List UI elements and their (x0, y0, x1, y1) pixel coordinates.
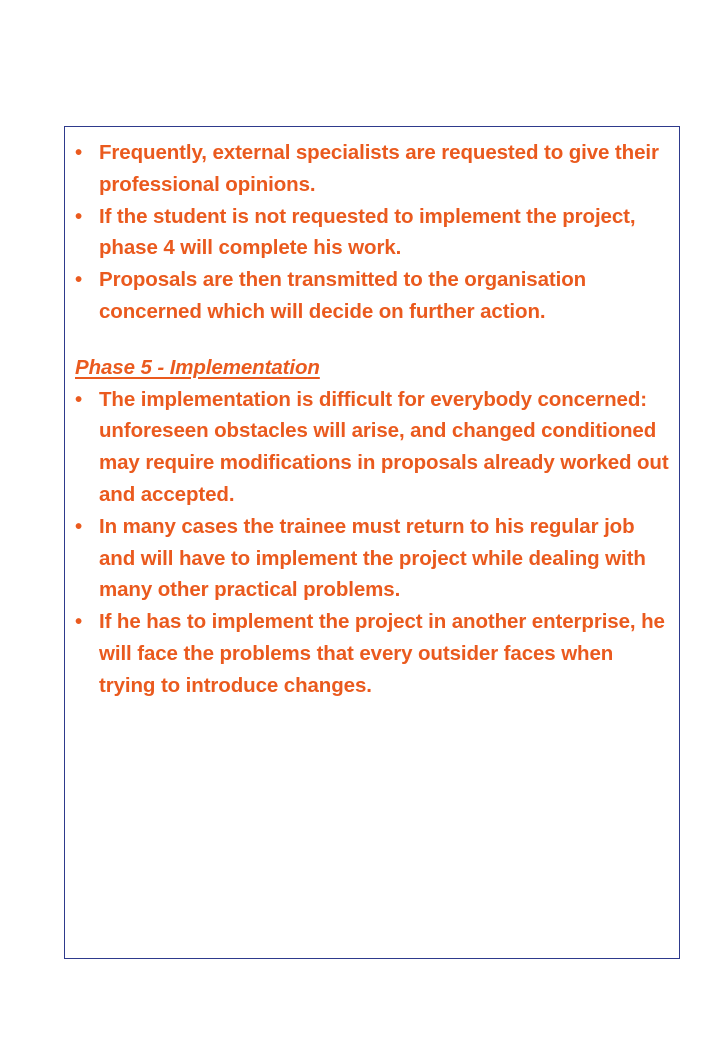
phase5-heading: Phase 5 - Implementation (75, 355, 320, 379)
bullet-text: If the student is not requested to implement the project, phase 4 will complete his work. (99, 204, 636, 260)
bullet-text: If he has to implement the project in another enterprise, he will face the problems that every outsider faces when trying to introduce changes. (99, 610, 665, 697)
slide-content (75, 137, 669, 702)
bullet-dot: • (75, 204, 83, 228)
bullet-item (75, 384, 669, 511)
bullet-item (75, 511, 669, 606)
slide-frame (64, 126, 680, 959)
bullet-item (75, 137, 669, 201)
bullet-text: Frequently, external specialists are requested to give their professional opinions. (99, 141, 659, 196)
bullet-text: Proposals are then transmitted to the organisation concerned which will decide on further action. (99, 268, 587, 323)
bullet-dot: • (75, 141, 83, 164)
bullet-item (75, 606, 669, 701)
bullet-item (75, 264, 669, 328)
bullet-dot: • (75, 514, 83, 538)
bullet-text: In many cases the trainee must return to his regular job and will have to implement the project while dealing with many other practical problems. (99, 514, 646, 602)
bullet-dot: • (75, 268, 83, 292)
bullet-dot: • (75, 610, 83, 634)
section-spacer (75, 328, 669, 352)
bullet-item (75, 201, 669, 265)
bullet-text: The implementation is difficult for everybody concerned: unforeseen obstacles will arise, and changed conditioned may require modifications in proposals already worked out and accepted. (99, 387, 669, 506)
bullet-dot: • (75, 387, 83, 411)
